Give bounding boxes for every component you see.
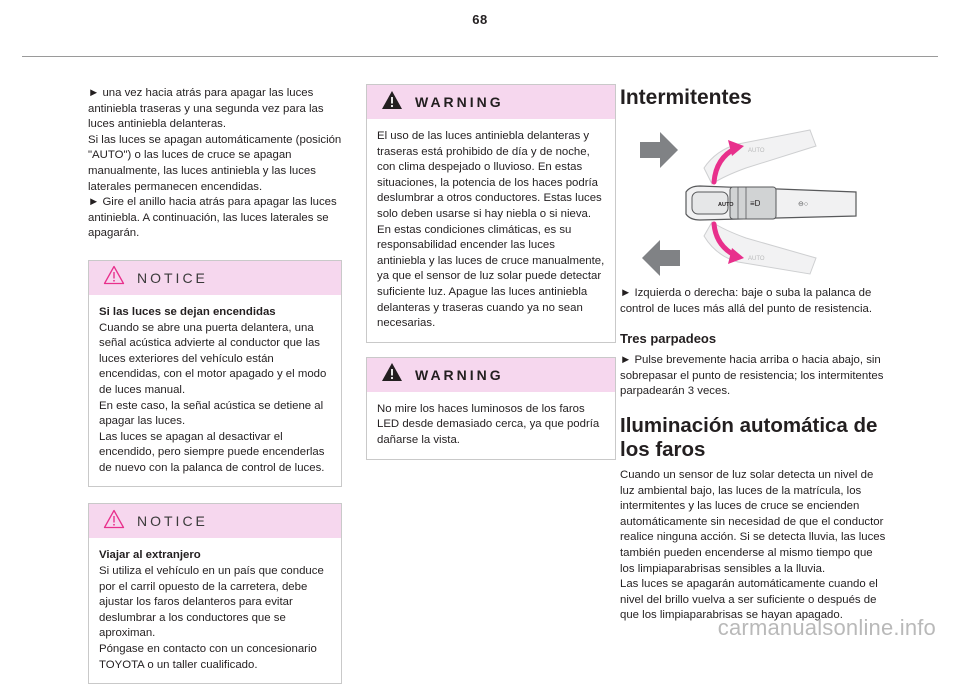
notice-line: Cuando se abre una puerta delantera, una señal acústica advierte al conductor que las luces exteriores del vehículo están encendidas, con el motor apagado y el modo de luces manual. — [99, 321, 327, 396]
column-right — [620, 86, 888, 624]
warning-box-led — [366, 357, 616, 460]
column-middle — [366, 84, 616, 460]
warning-header — [367, 85, 615, 119]
svg-text:≡D: ≡D — [750, 199, 761, 208]
page-number: 68 — [472, 12, 488, 27]
warning-header — [367, 358, 615, 392]
svg-text:⊖○: ⊖○ — [798, 201, 809, 208]
section-title-auto-headlights: Iluminación automática de los faros — [620, 413, 878, 461]
svg-text:AUTO: AUTO — [748, 256, 765, 262]
warning-label: WARNING — [415, 94, 504, 110]
notice-line: Póngase en contacto con un concesionario TOYOTA o un taller cualificado. — [99, 643, 317, 671]
warning-body — [367, 392, 615, 459]
warning-label: WARNING — [415, 366, 504, 383]
notice-body — [89, 295, 341, 487]
notice-box-lights-left-on — [88, 260, 342, 488]
warning-triangle-icon — [381, 362, 403, 387]
intro-paragraph-3: ► Gire el anillo hacia atrás para apagar las luces antiniebla. A continuación, las luces laterales se apagarán. — [88, 196, 337, 240]
arrow-left-icon — [642, 240, 680, 276]
column-left — [88, 86, 342, 684]
notice-label: NOTICE — [137, 269, 208, 286]
warning-body — [367, 119, 615, 342]
notice-heading: Si las luces se dejan encendidas — [99, 305, 276, 318]
notice-triangle-icon — [103, 265, 125, 290]
subtitle-three-blinks: Tres parpadeos — [620, 331, 717, 347]
intro-paragraph-1: ► una vez hacia atrás para apagar las luces antiniebla traseras y una segunda vez para las luces antiniebla delanteras. — [88, 87, 324, 131]
intro-paragraph-2: Si las luces se apagan automáticamente (posición "AUTO") o las luces de cruce se apagan manualmente, las luces antiniebla y las luces laterales permanecen encendidas. — [88, 133, 342, 193]
svg-text:AUTO: AUTO — [748, 148, 765, 154]
warning-box-fog-lights — [366, 84, 616, 343]
indicators-instruction: ► Izquierda o derecha: baje o suba la palanca de control de luces más allá del punto de resistencia. — [620, 287, 873, 315]
warning-line: El uso de las luces antiniebla delanteras y traseras está prohibido de día y de noche, con clima despejado o lluvioso. En estas situaciones, la potencia de los haces podría deslumbrar a otros conductores. Estas luces solo deben usarse si hay niebla o si nieva. — [377, 130, 602, 220]
auto-lights-paragraph-1: Cuando un sensor de luz solar detecta un nivel de luz ambiental bajo, las luces de la matrícula, los intermitentes y las luces de cruce se encienden automáticamente sin necesidad de que el conductor realice ninguna acción. Si se detecta lluvia, las luces también pueden encenderse al mismo tiempo que los limpiaparabrisas sensibles a la lluvia. — [620, 468, 886, 575]
light-stalk-icon — [686, 186, 856, 220]
three-blinks-instruction: ► Pulse brevemente hacia arriba o hacia abajo, sin sobrepasar el punto de resistencia; los intermitentes parpadearán 3 veces. — [620, 354, 884, 398]
notice-box-travel-abroad — [88, 503, 342, 684]
auto-lights-paragraph-2: Las luces se apagarán automáticamente cuando el nivel del brillo vuelva a ser suficiente o después de que los limpiaparabrisas se hayan apagado. — [620, 578, 878, 622]
notice-line: En este caso, la señal acústica se detiene al apagar las luces. — [99, 399, 324, 428]
watermark: carmanualsonline.info — [717, 615, 936, 640]
arrow-right-icon — [640, 132, 678, 168]
notice-line: Si utiliza el vehículo en un país que conduce por el carril opuesto de la carretera, debe ajustar los faros delanteros para evitar deslumbrar a los conductores que se aproximan. — [99, 565, 324, 640]
notice-line: Las luces se apagan al desactivar el encendido, pero siempre puede encenderlas de nuevo con la palanca de control de luces. — [99, 430, 325, 474]
notice-label: NOTICE — [137, 513, 208, 530]
header-rule — [22, 56, 938, 57]
notice-triangle-icon — [103, 509, 125, 534]
notice-heading: Viajar al extranjero — [99, 549, 201, 562]
warning-line: No mire los haces luminosos de los faros LED desde demasiado cerca, ya que podría dañarse la vista. — [377, 402, 600, 446]
warning-line: En estas condiciones climáticas, es su responsabilidad encender las luces antiniebla y las luces de cruce manualmente, ya que el sensor de luz solar puede detectar suficiente luz. Apague las luces antiniebla delanteras y traseras cuando ya no sean necesarias. — [377, 223, 605, 330]
notice-body — [89, 538, 341, 683]
notice-header — [89, 261, 341, 295]
stalk-illustration — [620, 124, 888, 280]
svg-text:AUTO: AUTO — [718, 202, 734, 208]
section-title-indicators: Intermitentes — [620, 86, 752, 109]
notice-header — [89, 504, 341, 538]
warning-triangle-icon — [381, 90, 403, 115]
